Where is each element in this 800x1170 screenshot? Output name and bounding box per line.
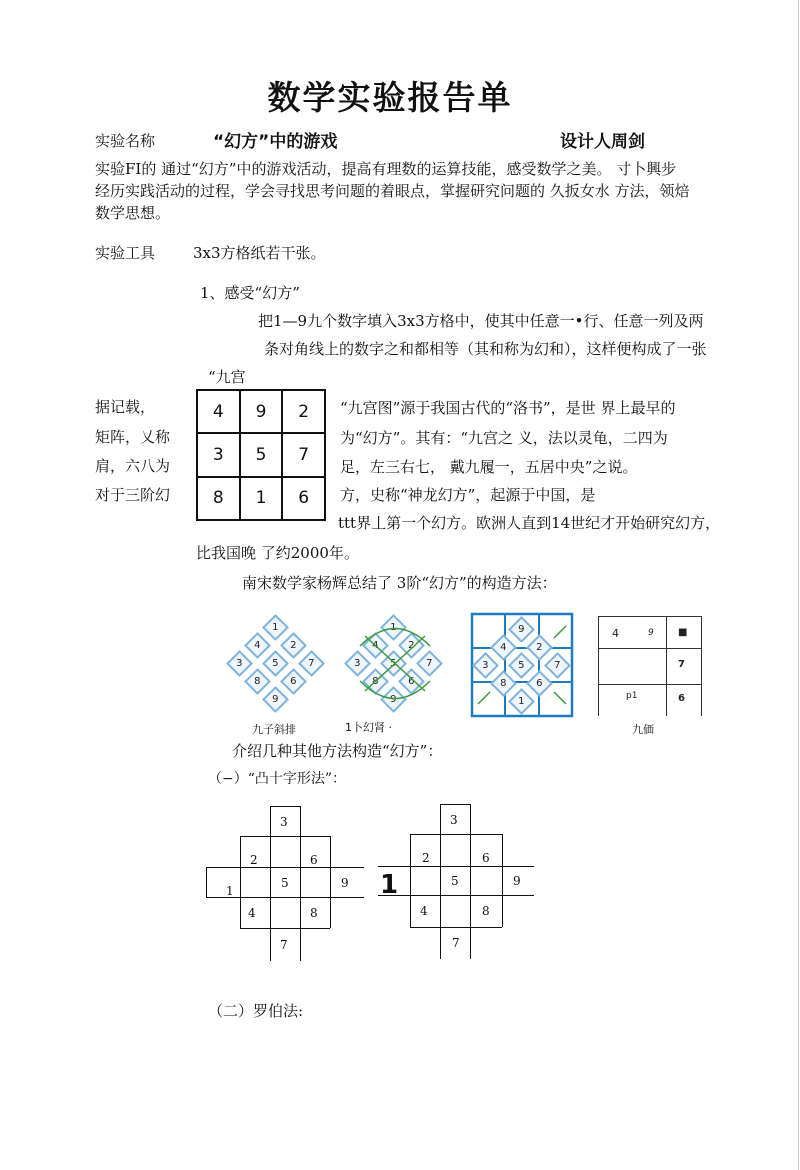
right-col-1: “九宫图”源于我国古代的“洛书”，是世 界上最早的	[340, 399, 676, 417]
tools-label: 实验工具	[95, 244, 156, 262]
plus-grid-number: 1	[380, 870, 399, 900]
diamond-cell: 6	[280, 668, 307, 695]
magic-square-cell: 4	[197, 390, 240, 433]
section-1-para-1: 把1—9九个数字填入3x3方格中，使其中任意一•行、任意一列及两	[258, 312, 704, 330]
plus-grid-number: 6	[482, 851, 490, 865]
method-2-heading: （二）罗伯法:	[208, 1002, 304, 1020]
plus-grid-number: 4	[248, 906, 256, 920]
left-col-3: 肩，六八为	[95, 457, 171, 475]
experiment-name-value: “幻方”中的游戏	[213, 132, 338, 152]
diamond-cell: 1	[380, 614, 407, 641]
diamond-cell: 1	[508, 688, 535, 715]
diamond-cell: 1	[262, 614, 289, 641]
left-col-1: 据记载，	[95, 398, 156, 416]
diamond-cell: 6	[526, 670, 553, 697]
diagram-diamond-2	[340, 606, 450, 716]
diamond-cell: 6	[398, 668, 425, 695]
plus-grid-number: 5	[281, 876, 289, 890]
purpose-line-2: 经历实践活动的过程，学会寻找思考问题的着眼点，掌握研究问题的 久扳女水 方法，领焙	[95, 182, 690, 200]
magic-square-cell: 5	[240, 433, 283, 476]
plus-grid-number: 7	[452, 936, 460, 950]
magic-square-cell: 3	[197, 433, 240, 476]
tools-value: 3x3方格纸若干张。	[193, 244, 326, 262]
grid-number: p1	[626, 691, 638, 701]
diamond-cell: 2	[398, 632, 425, 659]
magic-square-cell: 7	[282, 433, 325, 476]
diamond-cell: 2	[280, 632, 307, 659]
plus-grid-number: 2	[422, 851, 430, 865]
diamond-cell: 9	[380, 686, 407, 713]
designer: 设计人周剑	[560, 132, 645, 152]
purpose-line-3: 数学思想。	[95, 204, 171, 222]
plus-grid-number: 3	[280, 815, 288, 829]
caption-1: 九子斜排	[252, 723, 296, 736]
magic-square-cell: 2	[282, 390, 325, 433]
caption-2: 1卜幻肾 ·	[345, 721, 392, 734]
diamond-cell: 3	[226, 650, 253, 677]
plus-grid-number: 8	[310, 906, 318, 920]
section-1-para-3: “九宫	[208, 368, 246, 386]
diamond-cell: 8	[362, 668, 389, 695]
grid-number: 6	[678, 693, 685, 704]
diamond-cell: 5	[380, 650, 407, 677]
history-line-2: 比我国晚 了约2000年。	[196, 544, 359, 562]
intro-text: 介绍几种其他方法构造“幻方”：	[232, 742, 443, 760]
diamond-cell: 5	[508, 652, 535, 679]
right-col-4: 方，史称“神龙幻方”，起源于中国，是	[340, 486, 596, 504]
diamond-cell: 3	[344, 650, 371, 677]
diamond-cell: 4	[244, 632, 271, 659]
diamond-cell: 7	[416, 650, 443, 677]
magic-square-cell: 8	[197, 477, 240, 520]
history-line-1: ttt界丄第一个幻方。欧洲人直到14世纪才开始研究幻方，	[338, 514, 721, 532]
left-col-4: 对于三阶幻	[95, 486, 171, 504]
diamond-cell: 9	[262, 686, 289, 713]
diamond-cell: 7	[298, 650, 325, 677]
diamond-cell: 8	[490, 670, 517, 697]
plus-grid-number: 1	[226, 884, 234, 898]
diamond-cell: 3	[472, 652, 499, 679]
section-1-heading: 1、感受“幻方”	[200, 284, 300, 302]
left-col-2: 矩阵，乂称	[95, 428, 171, 446]
purpose-line-1: 实验FI的 通过“幻方”中的游戏活动，提高有理数的运算技能，感受数学之美。 寸卜興步	[95, 160, 677, 178]
grid-number: 4	[612, 627, 619, 640]
section-1-para-2: 条对角线上的数字之和都相等（其和称为幻和），这样便构成了一张	[264, 340, 707, 358]
page-title: 数学实验报告单	[267, 78, 513, 117]
grid-number: 9	[648, 628, 654, 638]
experiment-name-label: 实验名称	[95, 132, 156, 150]
page-edge	[798, 0, 799, 1170]
yang-hui-text: 南宋数学家杨辉总结了 3阶“幻方”的构造方法：	[242, 574, 557, 592]
plus-grid-number: 9	[513, 874, 521, 888]
plus-grid-1	[206, 806, 364, 961]
plus-grid-number: 6	[310, 853, 318, 867]
diamond-cell: 7	[544, 652, 571, 679]
plus-grid-number: 5	[451, 874, 459, 888]
right-col-3: 足，左三右七， 戴九履一，五居中央”之说。	[340, 458, 638, 476]
plus-grid-number: 7	[280, 938, 288, 952]
diagram-diamond-1	[222, 606, 332, 716]
magic-square-cell: 6	[282, 477, 325, 520]
plus-grid-number: 9	[341, 876, 349, 890]
diagram-diamond-3	[470, 612, 574, 718]
caption-4: 九価	[632, 723, 654, 736]
magic-square-cell: 1	[240, 477, 283, 520]
plus-grid-number: 8	[482, 904, 490, 918]
diamond-cell: 5	[262, 650, 289, 677]
magic-square-cell: 9	[240, 390, 283, 433]
plus-grid-2	[378, 804, 534, 959]
method-1-heading: （−）“凸十字形法”：	[208, 771, 347, 787]
magic-square	[196, 389, 326, 521]
grid-number: ■	[678, 627, 688, 638]
diamond-cell: 4	[362, 632, 389, 659]
diamond-cell: 8	[244, 668, 271, 695]
green-arrows-icon	[340, 606, 450, 716]
diagram-partial-grid	[598, 616, 704, 718]
diamond-cell: 9	[508, 616, 535, 643]
diamond-cell: 2	[526, 634, 553, 661]
grid-number: 7	[678, 659, 685, 670]
plus-grid-number: 4	[420, 904, 428, 918]
right-col-2: 为“幻方”。其有：“九宫之 义，法以灵龟，二四为	[340, 429, 668, 447]
plus-grid-number: 3	[450, 813, 458, 827]
plus-grid-number: 2	[250, 853, 258, 867]
diamond-cell: 4	[490, 634, 517, 661]
